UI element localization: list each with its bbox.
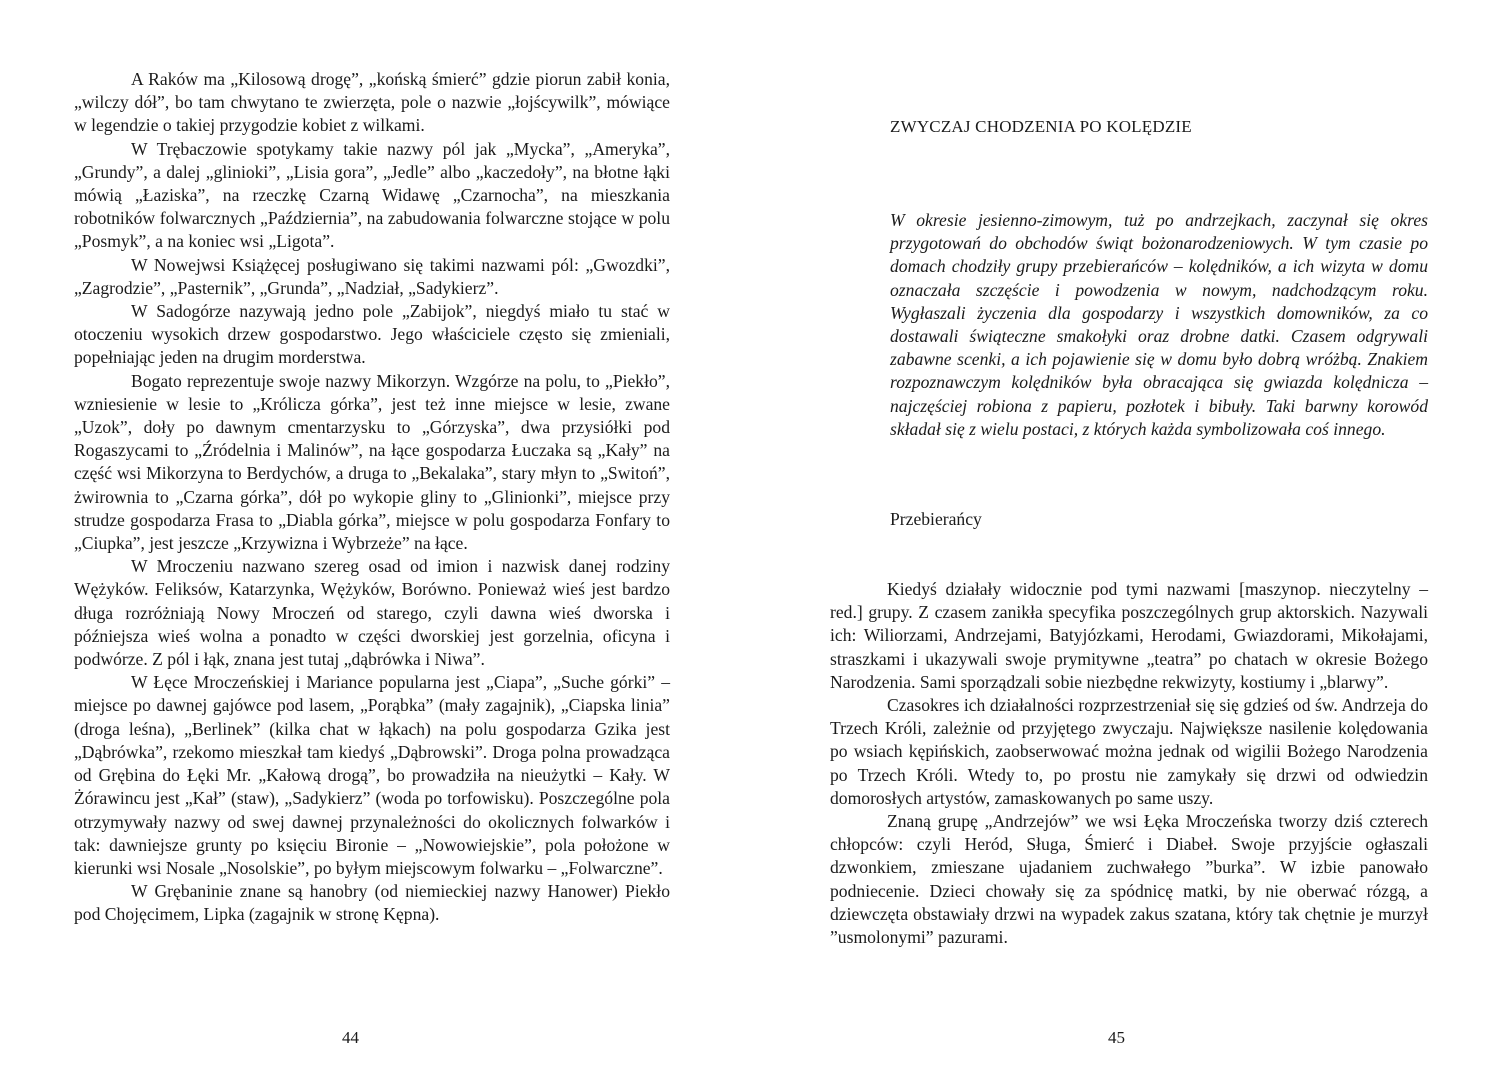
chapter-intro: W okresie jesienno-zimowym, tuż po andrzejkach, zaczynał się okres przygotowań do obchodów świąt bożonarodzeniowych. W tym czasie po domach chodziły grupy przebierańców – kolędników, a ich wizyta w domu oznaczała szczęście i powodzenia w nowym, nadchodzącym roku. Wygłaszali życzenia dla gospodarzy i wszystkich domowników, za co dostawali świąteczne smakołyki oraz drobne datki. Czasem odgrywali zabawne scenki, a ich pojawienie się w domu było dobrą wróżbą. Znakiem rozpoznawczym kolędników była obracająca się gwiazda kolędnicza – najczęściej robiona z papieru, pozłotek i bibuły. Taki barwny korowód składał się z wielu postaci, z których każda symbolizowała coś innego. [890, 210, 1428, 439]
paragraph: Czasokres ich działalności rozprzestrzeniał się się gdzieś od św. Andrzeja do Trzech Króli, zależnie od przyjętego zwyczaju. Największe nasilenie kolędowania po wsiach kępińskich, zaobserwować można jednak od wigilii Bożego Narodzenia po Trzech Króli. Wtedy to, po prostu nie zamykały się drzwi od odwiedzin domorosłych artystów, zamaskowanych po same uszy. [830, 695, 1428, 808]
chapter-title: ZWYCZAJ CHODZENIA PO KOLĘDZIE [890, 117, 1192, 136]
section-subtitle: Przebierańcy [890, 509, 982, 529]
paragraph: Bogato reprezentuje swoje nazwy Mikorzyn. Wzgórze na polu, to „Piekło”, wzniesienie w lesie to „Królicza górka”, jest też inne miejsce w lesie, zwane „Uzok”, doły po dawnym cmentarzysku to „Górzyska”, dwa przysiółki pod Rogaszycami to „Źródelnia i Malinów”, na łące gospodarza Łuczaka są „Kały” na część wsi Mikorzyna to Berdychów, a druga to „Bekalaka”, stary młyn to „Switoń”, żwirownia to „Czarna górka”, dół po wykopie gliny to „Glinionki”, miejsce przy strudze gospodarza Frasa to „Diabla górka”, miejsce w polu gospodarza Fonfary to „Ciupka”, jest jeszcze „Krzywizna i Wybrzeże” na łące. [74, 370, 670, 554]
paragraph: W Trębaczowie spotykamy takie nazwy pól jak „Mycka”, „Ameryka”, „Grundy”, a dalej „glinioki”, „Lisia gora”, „Jedle” albo „kaczedoły”, na błotne łąki mówią „Łaziska”, na rzeczkę Czarną Widawę „Czarnocha”, na mieszkania robotników folwarcznych „Październiа”, na zabudowania folwarczne stojące w polu „Posmyk”, a na koniec wsi „Ligota”. [74, 138, 670, 252]
paragraph: Znaną grupę „Andrzejów” we wsi Łęka Mroczeńska tworzy dziś czterech chłopców: czyli Heród, Sługa, Śmierć i Diabeł. Swoje przyjście ogłaszali dzwonkiem, zmieszane ujadaniem zuchwałego ”burka”. W izbie panowało podniecenie. Dzieci chowały się za spódnicę matki, by nie oberwać rózgą, a dziewczęta obstawiały drzwi na wypadek zakus szatana, który tak chętnie je murzył ”usmolonymi” pazurami. [830, 811, 1428, 948]
paragraph: W Nowejwsi Książęcej posługiwano się takimi nazwami pól: „Gwozdki”, „Zagrodzie”, „Pasternik”, „Grunda”, „Nadział, „Sadykierz”. [74, 254, 670, 298]
paragraph: Kiedyś działały widocznie pod tymi nazwami [maszynop. nieczytelny – red.] grupy. Z czasem zanikła specyfika poszczególnych grup aktorskich. Nazywali ich: Wiliorzami, Andrzejami, Batyjózkami, Herodami, Gwiazdorami, Mikołajami, straszkami i ukazywali swoje prymitywne „teatra” po chatach w okresie Bożego Narodzenia. Sami sporządzali sobie niezbędne rekwizyty, kostiumy i „blarwy”. [830, 579, 1428, 692]
left-page [74, 0, 670, 1069]
paragraph: W Sadogórze nazywają jedno pole „Zabijok”, niegdyś miało tu stać w otoczeniu wysokich drzew gospodarstwo. Jego właściciele często się zmieniali, popełniając jeden na drugim morderstwa. [74, 301, 670, 368]
paragraph: W Grębaninie znane są hanobry (od niemieckiej nazwy Hanower) Piekło pod Chojęcimem, Lipka (zagajnik w stronę Kępna). [74, 881, 670, 925]
paragraph: A Raków ma „Kilosową drogę”, „końską śmierć” gdzie piorun zabił konia, „wilczy dół”, bo tam chwytano te zwierzęta, pole o nazwie „łojścywilk”, mówiące w legendzie o takiej przygodzie kobiet z wilkami. [74, 69, 670, 136]
paragraph: W Łęce Mroczeńskiej i Mariance popularna jest „Ciapa”, „Suche górki” – miejsce po dawnej gajówce pod lasem, „Porąbka” (mały zagajnik), „Ciapska linia” (droga leśna), „Berlinek” (kilka chat w łąkach) na polu gospodarza Gzika jest „Dąbrówka”, rzekomo mieszkał tam kiedyś „Dąbrowski”. Droga polna prowadząca od Grębina do Łęki Mr. „Kałową drogą”, bo prowadziła na nieużytki – Kały. W Żórawincu jest „Kał” (staw), „Sadykierz” (woda po torfowisku). Poszczególne pola otrzymywały nazwy od swej dawnej przynależności do okolicznych folwarków i tak: dawniejsze grunty po księciu Bironie – „Nowowiejskie”, pola położone w kierunki wsi Nosale „Nosolskie”, po byłym miejscowym folwarku – „Folwarczne”. [74, 672, 670, 878]
page-number: 44 [342, 1028, 359, 1047]
paragraph: W Mroczeniu nazwano szereg osad od imion i nazwisk danej rodziny Wężyków. Feliksów, Katarzynka, Wężyków, Borówno. Ponieważ wieś jest bardzo długa rozróżniają Nowy Mroczeń od starego, czyli dawna wieś dworska i późniejsza wieś wolna a ponadto w części dworskiej jest gorzelnia, oficyna i podwórze. Z pól i łąk, znana jest tutaj „dąbrówka i Niwa”. [74, 556, 670, 670]
left-page-text [74, 68, 670, 927]
right-page [830, 0, 1428, 1069]
page-number: 45 [1108, 1028, 1125, 1047]
right-page-text [830, 578, 1428, 949]
